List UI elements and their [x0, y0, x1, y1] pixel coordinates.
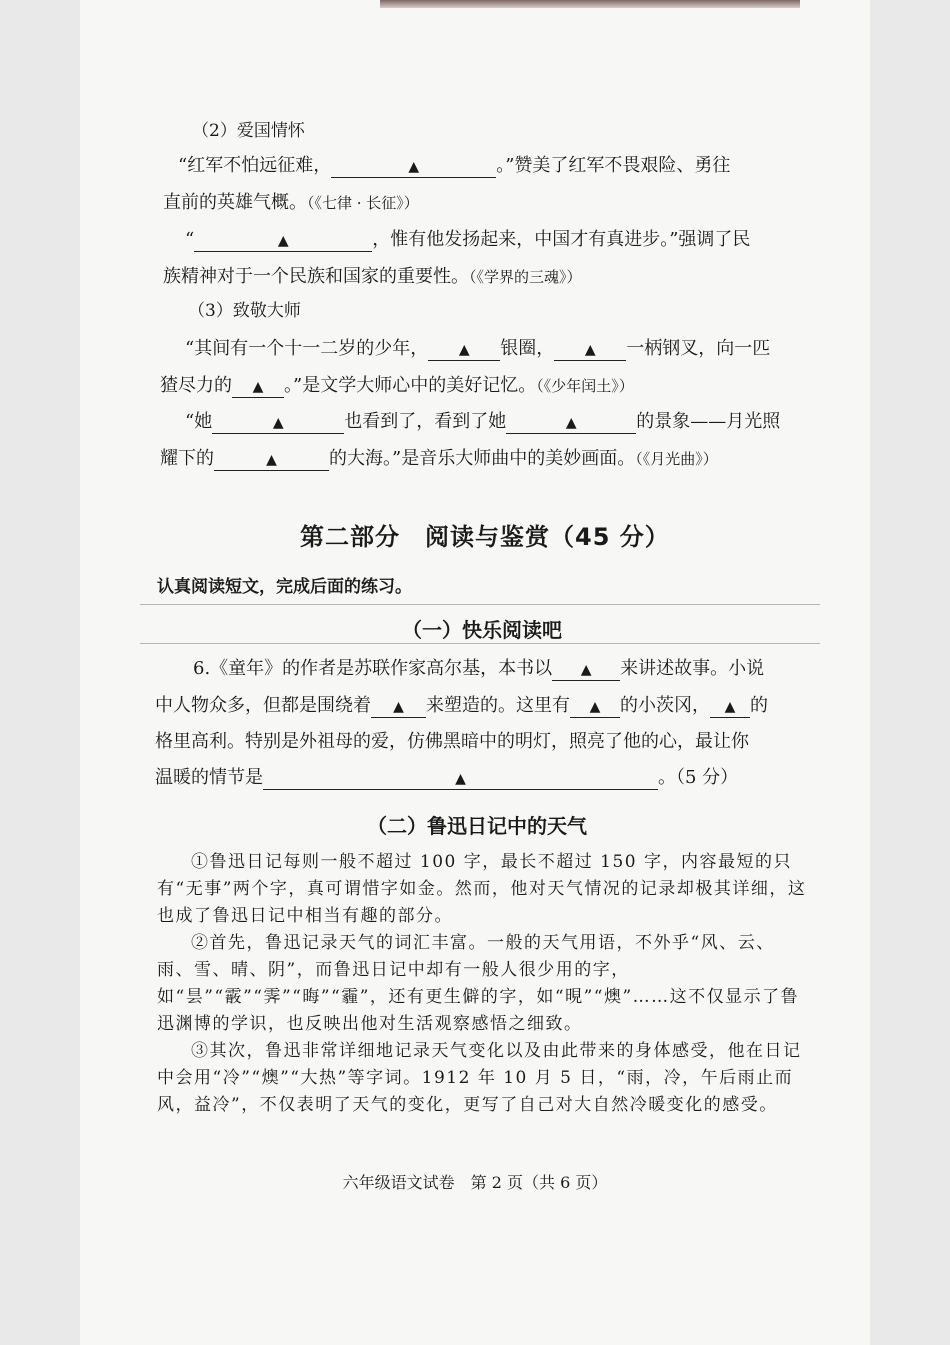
q2b-continuation: 族精神对于一个民族和国家的重要性。（《学界的三魂》）: [163, 266, 582, 287]
answer-blank[interactable]: ▲: [263, 769, 658, 790]
part-two-title: 第二部分 阅读与鉴赏（45 分）: [300, 523, 670, 551]
q2a-line: “红军不怕远征难， ▲ 。”赞美了红军不畏艰险、勇往: [178, 155, 731, 176]
answer-blank[interactable]: ▲: [232, 377, 284, 398]
q3b-line: “她 ▲ 也看到了，看到了她 ▲ 的景象——月光照: [185, 411, 781, 432]
passage-paragraph-1: ①鲁迅日记每则一般不超过 100 字，最长不超过 150 字，内容最短的只有“无事”两个字，真可谓惜字如金。然而，他对天气情况的记录却极其详细，这也成了鲁迅日记中相当有趣的部分。: [157, 852, 807, 926]
reading-instruction: 认真阅读短文，完成后面的练习。: [157, 577, 412, 597]
q3a-line: “其间有一个十一二岁的少年， ▲ 银圈， ▲ 一柄钢叉，向一匹: [185, 338, 771, 359]
answer-blank[interactable]: ▲: [194, 231, 372, 252]
q6-line-3: 格里高利。特别是外祖母的爱，仿佛黑暗中的明灯，照亮了他的心，最让你: [155, 731, 749, 752]
q6-line-1: 6.《童年》的作者是苏联作家高尔基，本书以 ▲ 来讲述故事。小说: [193, 658, 765, 679]
answer-blank[interactable]: ▲: [554, 340, 626, 361]
answer-blank[interactable]: ▲: [710, 697, 750, 718]
answer-blank[interactable]: ▲: [506, 413, 636, 434]
top-edge-shadow: [380, 0, 800, 8]
page-footer: 六年级语文试卷 第 2 页（共 6 页）: [342, 1173, 608, 1192]
passage-paragraph-2: ②首先，鲁迅记录天气的词汇丰富。一般的天气用语，不外乎“风、云、雨、雪、晴、阴”，而鲁迅日记中却有一般人很少用的字，如“昙”“霰”“霁”“晦”“霾”，还有更生僻的字，如“晛”“燠”……这不仅显示了鲁迅渊博的学识，也反映出他对生活观察感悟之细致。: [157, 933, 800, 1034]
answer-blank[interactable]: ▲: [570, 697, 620, 718]
answer-blank[interactable]: ▲: [214, 450, 329, 471]
divider: [140, 604, 820, 605]
luxun-passage: [157, 849, 807, 1119]
divider: [140, 643, 820, 644]
answer-blank[interactable]: ▲: [371, 697, 426, 718]
passage-paragraph-3: ③其次，鲁迅非常详细地记录天气变化以及由此带来的身体感受，他在日记中会用“冷”“燠”“大热”等字词。1912 年 10 月 5 日，“雨，冷，午后雨止而风，益冷”，不仅表明了天气的变化，更写了自己对大自然冷暖变化的感受。: [157, 1041, 802, 1115]
answer-blank[interactable]: ▲: [552, 660, 620, 681]
answer-blank[interactable]: ▲: [212, 413, 344, 434]
q6-line-4: 温暖的情节是 ▲ 。（5 分）: [155, 767, 739, 788]
answer-blank[interactable]: ▲: [428, 340, 500, 361]
q2a-continuation: 直前的英雄气概。（《七律 · 长征》）: [163, 192, 419, 213]
q3a-continuation: 猹尽力的 ▲ 。”是文学大师心中的美好记忆。（《少年闰土》）: [160, 375, 634, 396]
q3b-continuation: 耀下的 ▲ 的大海。”是音乐大师曲中的美妙画面。（《月光曲》）: [160, 448, 718, 469]
answer-blank[interactable]: ▲: [331, 157, 496, 178]
section-title-happy-reading: （一）快乐阅读吧: [402, 618, 562, 642]
section-title-luxun-weather: （二）鲁迅日记中的天气: [367, 814, 587, 838]
subsection-label-3: （3）致敬大师: [188, 301, 301, 321]
q6-line-2: 中人物众多，但都是围绕着 ▲ 来塑造的。这里有 ▲ 的小茨冈， ▲ 的: [155, 695, 768, 716]
subsection-label-2: （2）爱国情怀: [192, 121, 305, 141]
q2b-line: “ ▲ ，惟有他发扬起来，中国才有真进步。”强调了民: [185, 229, 751, 250]
